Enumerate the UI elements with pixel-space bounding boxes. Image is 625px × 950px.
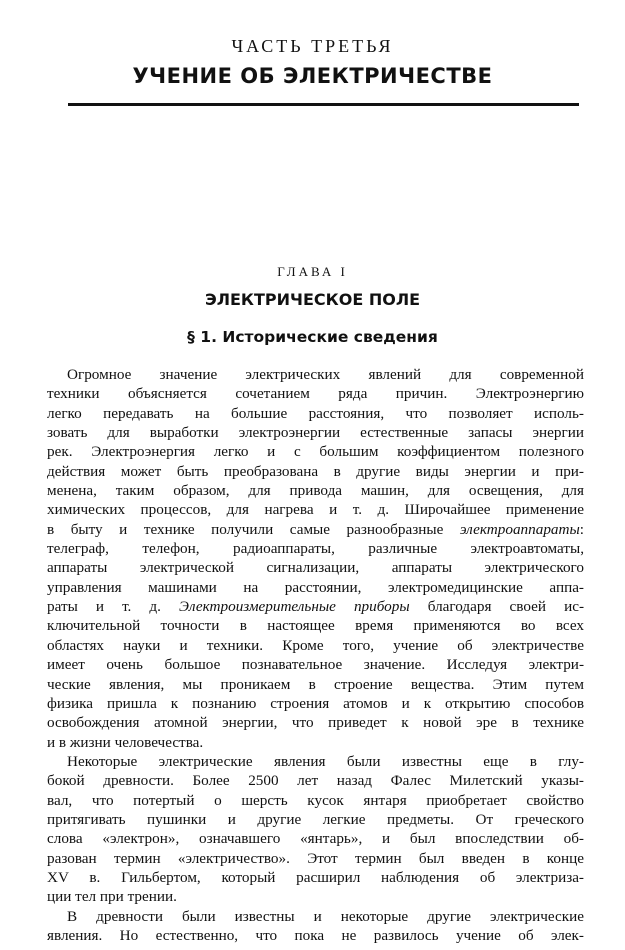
text-line: ческие явления, мы проникаем в строение вещества. Этим путем — [47, 675, 584, 693]
text-line: имеет очень большое познавательное значение. Исследуя электри- — [47, 656, 584, 674]
header-divider — [68, 103, 579, 106]
text-segment: в быту и технике получили самые разнообразные — [47, 520, 460, 538]
part-label: ЧАСТЬ ТРЕТЬЯ — [231, 36, 394, 56]
text-line: ключительной точности в настоящее время применяются во всех — [47, 617, 584, 635]
text-line: явления. Но естественно, что пока не развилось учение об элек- — [47, 926, 584, 944]
part-title: УЧЕНИЕ ОБ ЭЛЕКТРИЧЕСТВЕ — [132, 64, 493, 88]
body-text — [47, 365, 584, 945]
text-line: легко передавать на большие расстояния, что позволяет исполь- — [47, 404, 584, 422]
text-line: и в жизни человечества. — [47, 733, 204, 751]
text-line: XV в. Гильбертом, который расширил наблюдения об электриза- — [47, 868, 584, 886]
text-segment: благодаря своей ис- — [409, 598, 584, 616]
text-line: менена, таким образом, для привода машин, для освещения, для — [47, 482, 584, 500]
text-line: слова «электрон», означавшего «янтарь», и был впоследствии об- — [47, 830, 584, 848]
text-line: физика пришла к познанию строения атомов и к открытию способов — [47, 694, 584, 712]
paragraph-3 — [47, 907, 584, 946]
text-line: телеграф, телефон, радиоаппараты, различные электроавтоматы, — [47, 540, 584, 558]
text-line: вал, что потертый о шерсть кусок янтаря приобретает свойство — [47, 791, 584, 809]
text-line: техники объясняется сочетанием ряда причин. Электроэнергию — [47, 385, 584, 403]
text-line: освобождения атомной энергии, что приведет к новой эре в технике — [47, 714, 584, 732]
chapter-label: ГЛАВА I — [277, 264, 348, 279]
section-title: § 1. Исторические сведения — [187, 328, 438, 346]
italic-term: Электроизмерительные приборы — [179, 598, 410, 616]
text-line: аппараты электрической сигнализации, аппараты электрического — [47, 559, 584, 577]
text-line: бокой древности. Более 2500 лет назад Фалес Милетский указы- — [47, 772, 584, 790]
text-line-with-italic — [47, 520, 584, 539]
text-line: рек. Электроэнергия легко и с большим коэффициентом полезного — [47, 443, 584, 461]
text-line: В древности были известны и некоторые другие электрические — [67, 907, 584, 925]
text-line: притягивать пушинки и другие легкие предметы. От греческого — [47, 810, 584, 828]
text-line: зовать для выработки электроэнергии естественные запасы энергии — [47, 424, 584, 442]
text-line: областях науки и техники. Кроме того, учение об электричестве — [47, 636, 584, 654]
text-line: действия может быть преобразована в другие виды энергии и при- — [47, 462, 584, 480]
text-line: ции тел при трении. — [47, 888, 177, 906]
text-segment: раты и т. д. — [47, 598, 180, 616]
text-segment: : — [579, 520, 584, 538]
paragraph-2 — [47, 752, 584, 907]
text-line: Некоторые электрические явления были известны еще в глу- — [67, 752, 584, 770]
text-line: разован термин «электричество». Этот термин был введен в конце — [47, 849, 584, 867]
text-line: химических процессов, для нагрева и т. д. Широчайшее применение — [47, 501, 584, 519]
italic-term: электроаппараты — [459, 520, 580, 538]
text-line-with-italic — [47, 597, 584, 616]
text-line: Огромное значение электрических явлений для современной — [67, 366, 584, 383]
chapter-title: ЭЛЕКТРИЧЕСКОЕ ПОЛЕ — [204, 290, 421, 309]
text-line: управления машинами на расстоянии, электромедицинские аппа- — [47, 578, 584, 596]
paragraph-1 — [47, 365, 584, 752]
